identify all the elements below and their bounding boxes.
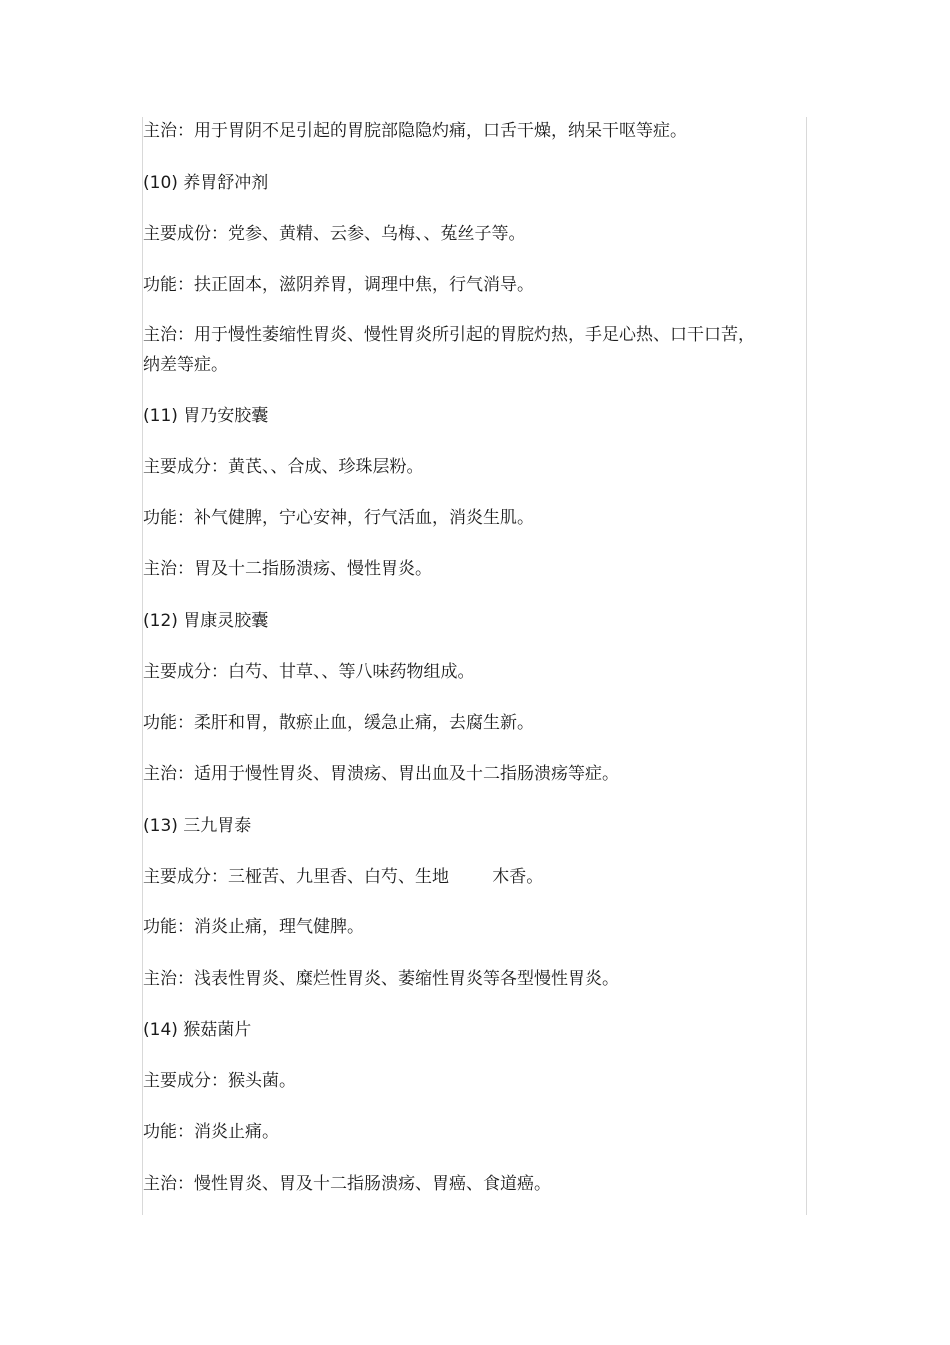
heading-item-14: (14) 猴菇菌片 [143, 1020, 252, 1040]
paragraph-function-10: 功能：扶正固本，滋阴养胃，调理中焦，行气消导。 [143, 275, 534, 295]
paragraph-ingredients-11: 主要成分：黄芪、、合成、珍珠层粉。 [143, 457, 424, 477]
paragraph-indication-10: 主治：用于慢性萎缩性胃炎、慢性胃炎所引起的胃脘灼热，手足心热、口干口苦，纳差等症。 [143, 325, 755, 375]
heading-item-12: (12) 胃康灵胶囊 [143, 611, 269, 631]
paragraph-function-14: 功能：消炎止痛。 [143, 1122, 279, 1142]
paragraph-indication-11: 主治：胃及十二指肠溃疡、慢性胃炎。 [143, 559, 432, 579]
heading-item-13: (13) 三九胃泰 [143, 816, 252, 836]
paragraph-indication-1: 主治：用于胃阴不足引起的胃脘部隐隐灼痛，口舌干燥，纳呆干呕等症。 [143, 121, 687, 141]
heading-item-10: (10) 养胃舒冲剂 [143, 173, 269, 193]
paragraph-function-12: 功能：柔肝和胃，散瘀止血，缓急止痛，去腐生新。 [143, 713, 534, 733]
heading-item-11: (11) 胃乃安胶囊 [143, 406, 269, 426]
paragraph-indication-13: 主治：浅表性胃炎、糜烂性胃炎、萎缩性胃炎等各型慢性胃炎。 [143, 969, 619, 989]
paragraph-indication-14: 主治：慢性胃炎、胃及十二指肠溃疡、胃癌、食道癌。 [143, 1174, 551, 1194]
paragraph-ingredients-10: 主要成份：党参、黄精、云参、乌梅、、菟丝子等。 [143, 224, 526, 244]
paragraph-indication-12: 主治：适用于慢性胃炎、胃溃疡、胃出血及十二指肠溃疡等症。 [143, 764, 619, 784]
paragraph-function-11: 功能：补气健脾，宁心安神，行气活血，消炎生肌。 [143, 508, 534, 528]
paragraph-ingredients-13: 主要成分：三桠苦、九里香、白芍、生地 木香。 [143, 867, 544, 887]
paragraph-ingredients-14: 主要成分：猴头菌。 [143, 1071, 296, 1091]
right-margin-rule [806, 117, 807, 1215]
paragraph-function-13: 功能：消炎止痛，理气健脾。 [143, 917, 364, 937]
paragraph-ingredients-12: 主要成分：白芍、甘草、、等八味药物组成。 [143, 662, 475, 682]
